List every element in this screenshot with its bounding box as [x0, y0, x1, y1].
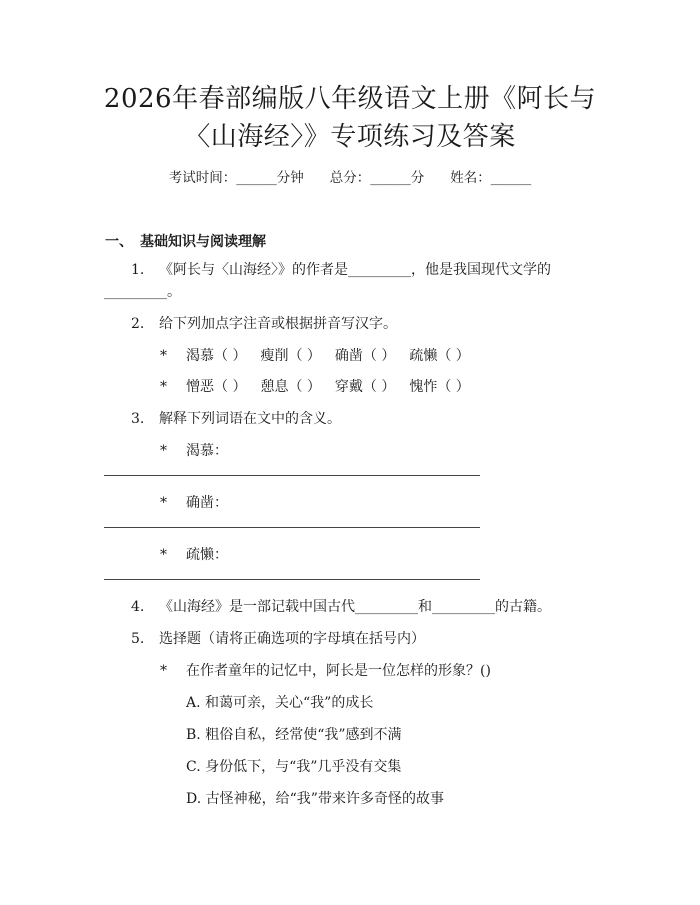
q2-bullet-2: * [160, 379, 167, 395]
q2-word: 憎恶（ ） [186, 379, 247, 395]
q2-word: 确凿（ ） [334, 348, 396, 364]
page-title-line-1: 2026年春部编版八年级语文上册《阿长与 [103, 84, 597, 114]
q3-item-1: 渴慕： [186, 443, 228, 459]
q4-text: 《山海经》是一部记载中国古代_________和_________的古籍。 [159, 599, 551, 615]
q5-option-c[interactable]: C. 身份低下，与“我”几乎没有交集 [186, 759, 402, 775]
q3-item-2: 确凿： [186, 495, 228, 511]
q2-text: 给下列加点字注音或根据拼音写汉字。 [159, 316, 397, 332]
q5-option-a[interactable]: A. 和蔼可亲，关心“我”的成长 [186, 695, 374, 711]
q2-word-row-2 [186, 377, 484, 397]
q3-bullet-2: * [160, 495, 167, 511]
q2-word: 穿戴（ ） [334, 379, 396, 395]
q3-item-3: 疏懒： [186, 547, 228, 563]
section-heading: 一、 基础知识与阅读理解 [105, 234, 266, 250]
q1-text-line-1: 《阿长与〈山海经〉》的作者是_________，他是我国现代文学的 [159, 262, 551, 278]
q2-word: 憩息（ ） [260, 379, 321, 395]
exam-time-field: 考试时间：______分钟 [168, 170, 304, 186]
q3-answer-line-3[interactable] [104, 579, 480, 580]
q2-bullet-1: * [160, 348, 167, 364]
q3-bullet-1: * [160, 443, 167, 459]
name-field: 姓名：______ [450, 170, 532, 186]
q3-number: 3. [131, 411, 145, 427]
q5-question: 在作者童年的记忆中，阿长是一位怎样的形象？() [186, 663, 491, 679]
q2-word: 瘦削（ ） [260, 348, 321, 364]
q3-answer-line-1[interactable] [104, 475, 480, 476]
q2-number: 2. [131, 316, 145, 332]
q3-answer-line-2[interactable] [104, 527, 480, 528]
page-title-line-2: 〈山海经〉》专项练习及答案 [184, 122, 516, 152]
q3-bullet-3: * [160, 547, 167, 563]
total-score-field: 总分：______分 [329, 170, 425, 186]
q1-number: 1. [131, 262, 145, 278]
q1-text-line-2: _________。 [104, 284, 181, 300]
q5-bullet: * [160, 663, 167, 679]
q5-option-d[interactable]: D. 古怪神秘，给“我”带来许多奇怪的故事 [186, 791, 444, 807]
exam-info [0, 169, 700, 187]
q2-word-row-1 [186, 346, 484, 366]
q5-text: 选择题（请将正确选项的字母填在括号内） [159, 631, 425, 647]
q5-number: 5. [131, 631, 145, 647]
q2-word: 渴慕（ ） [186, 348, 247, 364]
q2-word: 疏懒（ ） [409, 348, 470, 364]
q5-option-b[interactable]: B. 粗俗自私，经常使“我”感到不满 [186, 727, 402, 743]
q4-number: 4. [131, 599, 145, 615]
q2-word: 愧怍（ ） [409, 379, 470, 395]
q3-text: 解释下列词语在文中的含义。 [159, 411, 341, 427]
